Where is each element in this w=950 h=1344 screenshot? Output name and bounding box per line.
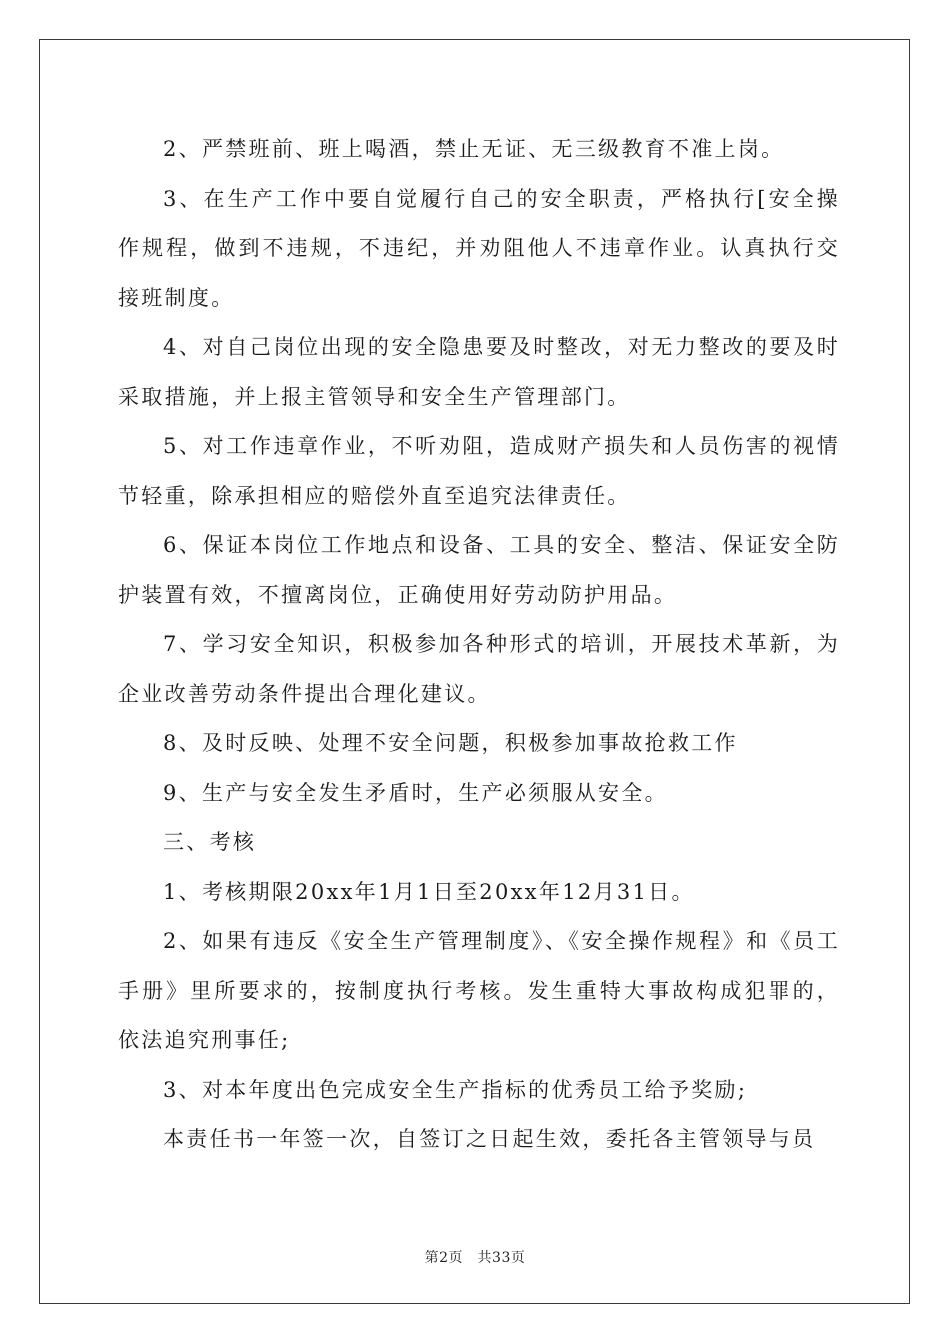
assessment-item-1: 1、考核期限20xx年1月1日至20xx年12月31日。 [163,879,695,904]
page-number: 第2页 共33页 [424,1250,526,1266]
paragraph-2: 2、严禁班前、班上喝酒，禁止无证、无三级教育不准上岗。 [163,137,785,161]
assessment-item-2: 2、如果有违反《安全生产管理制度》、《安全操作规程》和《员工手册》里所要求的，按制度执行考核。发生重特大事故构成犯罪的，依法追究刑事任; [118,929,840,1052]
paragraph-4: 4、对自己岗位出现的安全隐患要及时整改，对无力整改的要及时采取措施，并上报主管领导和安全生产管理部门。 [118,335,840,409]
paragraph-8: 8、及时反映、处理不安全问题，积极参加事故抢救工作 [163,731,738,755]
closing-paragraph: 本责任书一年签一次，自签订之日起生效，委托各主管领导与员 [163,1127,816,1151]
paragraph-6: 6、保证本岗位工作地点和设备、工具的安全、整洁、保证安全防护装置有效，不擅离岗位，正确使用好劳动防护用品。 [118,533,840,607]
paragraph-3: 3、在生产工作中要自觉履行自己的安全职责，严格执行[安全操作规程，做到不违规，不违纪，并劝阻他人不违章作业。认真执行交接班制度。 [118,186,840,310]
section-heading-assessment: 三、考核 [163,830,257,854]
assessment-item-3: 3、对本年度出色完成安全生产指标的优秀员工给予奖励; [163,1077,748,1102]
paragraph-5: 5、对工作违章作业，不听劝阻，造成财产损失和人员伤害的视情节轻重，除承担相应的赔偿外直至追究法律责任。 [118,434,840,508]
paragraph-9: 9、生产与安全发生矛盾时，生产必须服从安全。 [163,780,668,805]
paragraph-7: 7、学习安全知识，积极参加各种形式的培训，开展技术革新，为企业改善劳动条件提出合理化建议。 [118,632,840,706]
document-body [118,125,840,1165]
